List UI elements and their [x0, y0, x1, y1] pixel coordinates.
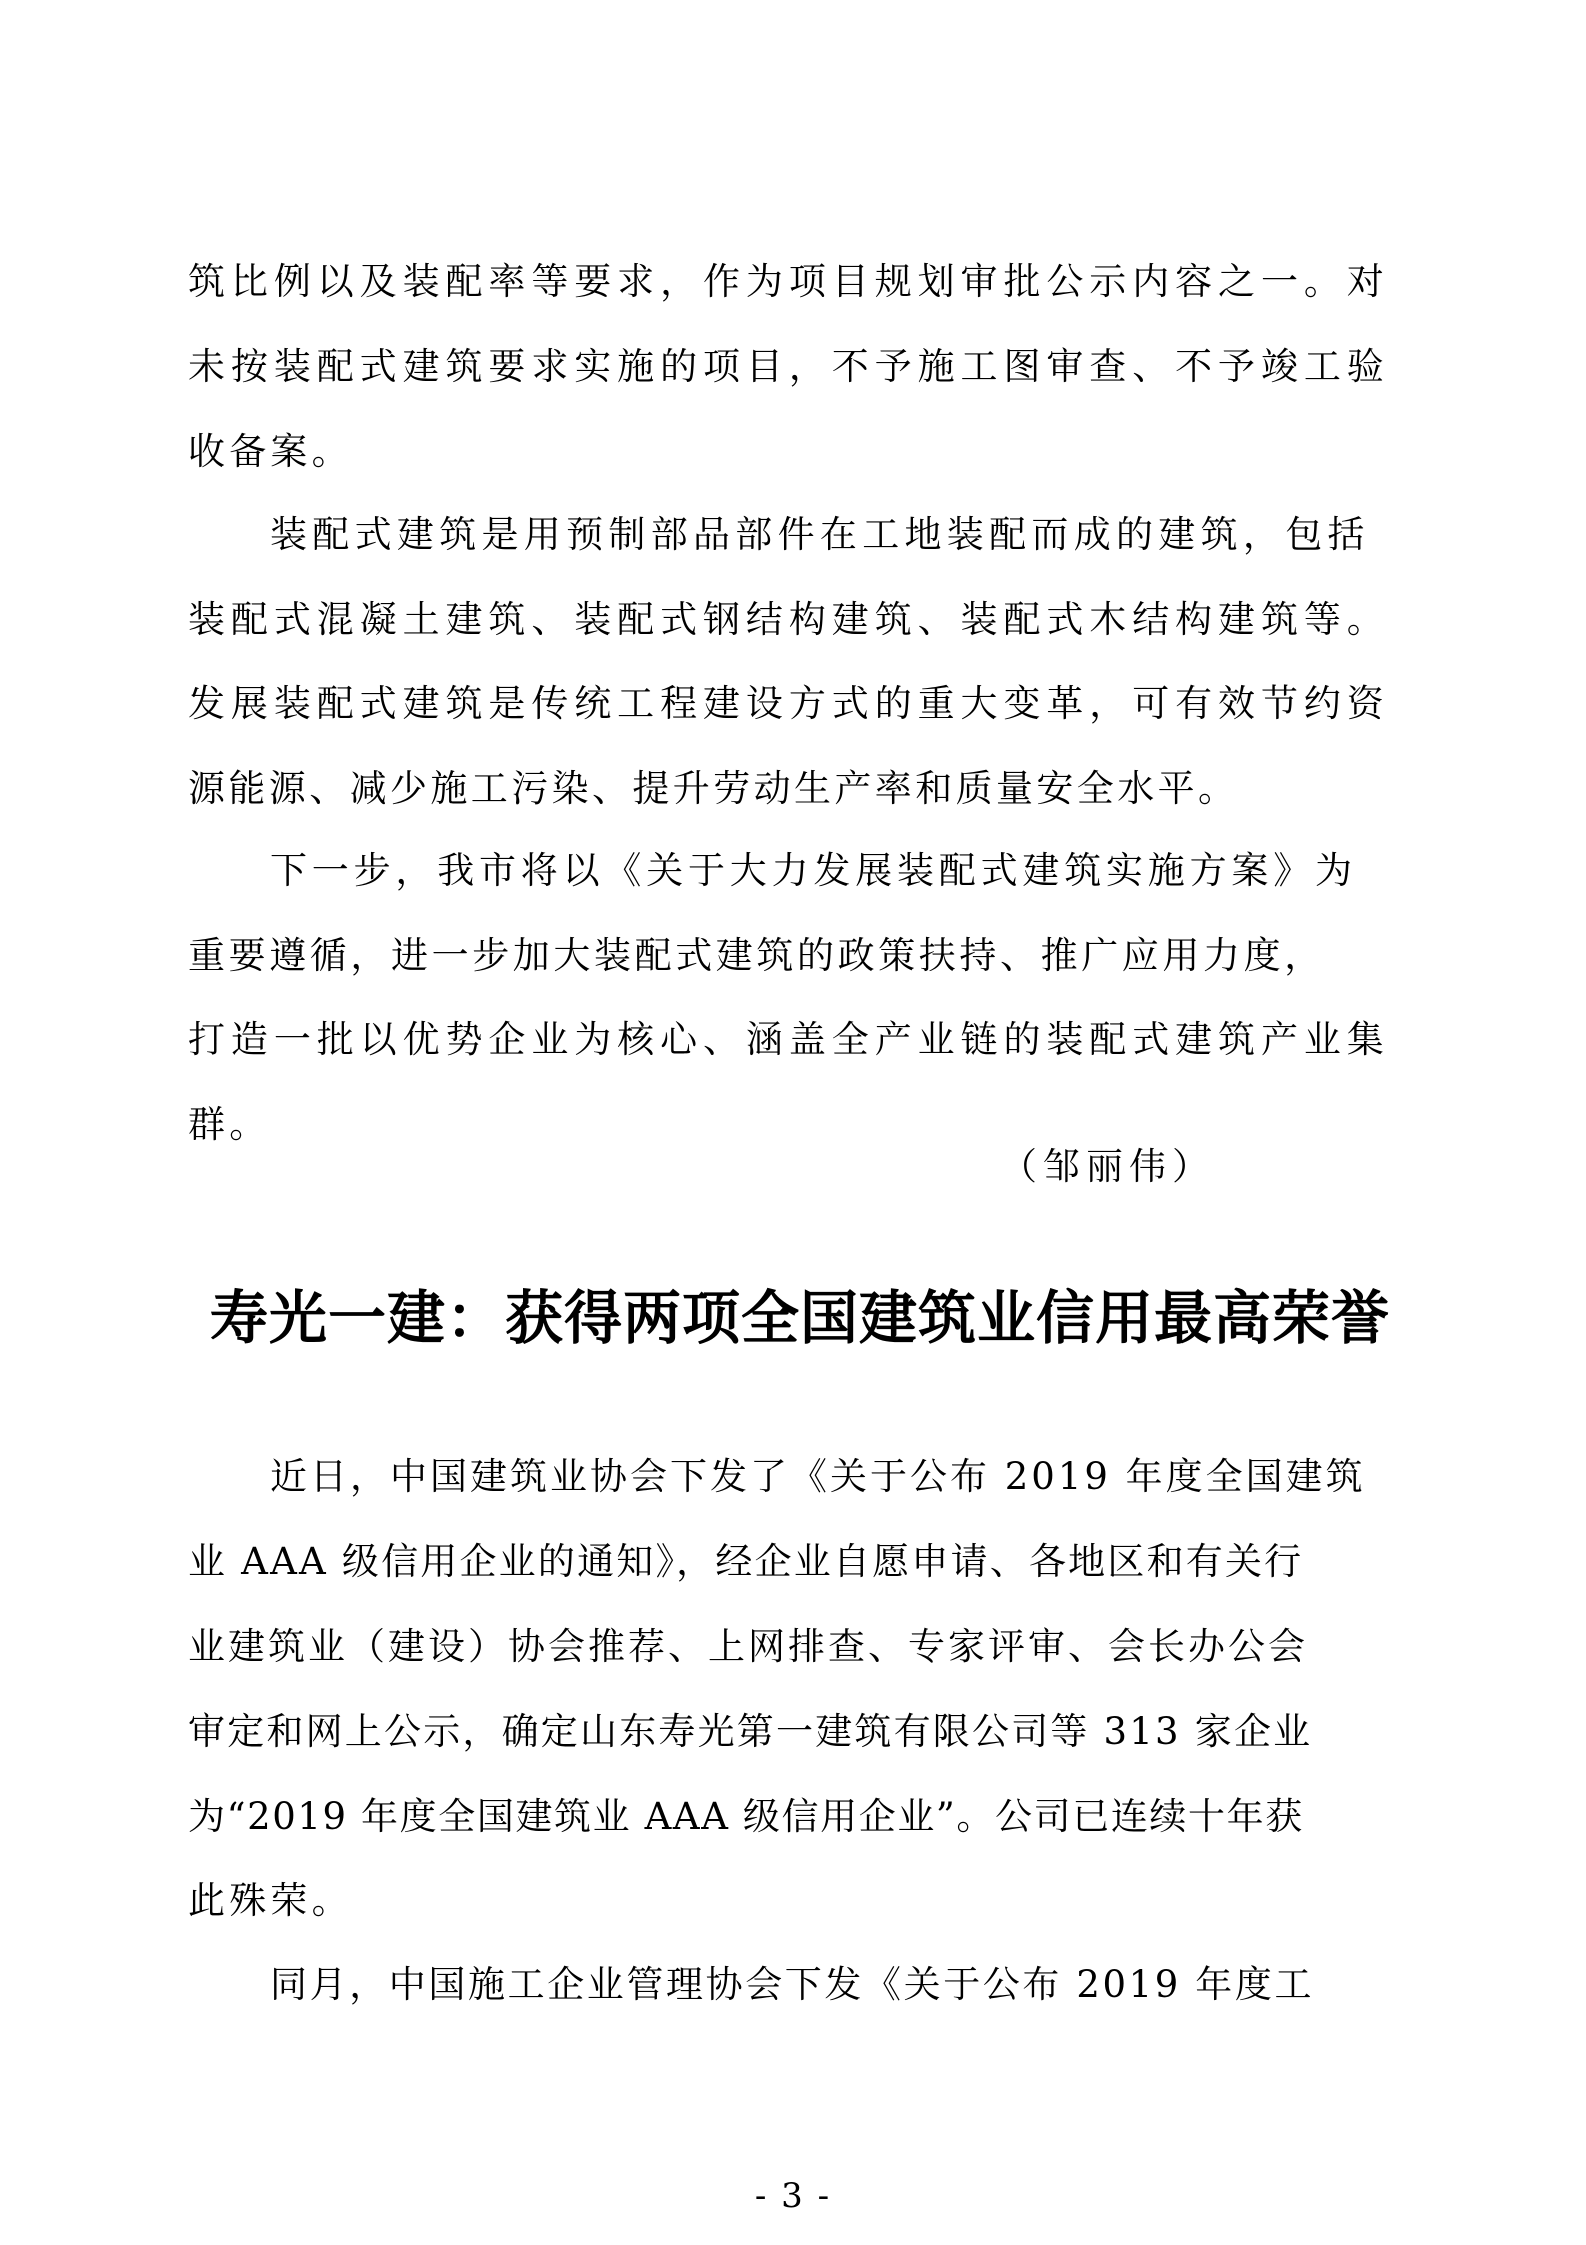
paragraph-line: 重要遵循，进一步加大装配式建筑的政策扶持、推广应用力度，	[188, 934, 1325, 977]
paragraph-line: 审定和网上公示，确定山东寿光第一建筑有限公司等 313 家企业	[188, 1710, 1313, 1753]
paragraph-line: 群。	[188, 1103, 271, 1146]
author-name: （邹丽伟）	[1000, 1145, 1215, 1188]
paragraph-line: 业建筑业（建设）协会推荐、上网排查、专家评审、会长办公会	[188, 1625, 1308, 1668]
paragraph-line: 源能源、减少施工污染、提升劳动生产率和质量安全水平。	[188, 767, 1239, 810]
paragraph-line: 同月，中国施工企业管理协会下发《关于公布 2019 年度工	[270, 1963, 1315, 2006]
paragraph-line: 收备案。	[188, 430, 353, 473]
paragraph-line: 此殊荣。	[188, 1879, 353, 1922]
paragraph-line: 打造一批以优势企业为核心、涵盖全产业链的装配式建筑产业集	[188, 1018, 1388, 1061]
paragraph-line: 为“2019 年度全国建筑业 AAA 级信用企业”。公司已连续十年获	[188, 1795, 1304, 1838]
paragraph-line: 下一步，我市将以《关于大力发展装配式建筑实施方案》为	[270, 849, 1357, 892]
page-number: - 3 -	[754, 2176, 832, 2216]
paragraph-line: 装配式混凝土建筑、装配式钢结构建筑、装配式木结构建筑等。	[188, 598, 1388, 641]
paragraph-line: 装配式建筑是用预制部品部件在工地装配而成的建筑，包括	[270, 513, 1370, 556]
paragraph-line: 业 AAA 级信用企业的通知》，经企业自愿申请、各地区和有关行	[188, 1540, 1304, 1583]
paragraph-line: 筑比例以及装配率等要求，作为项目规划审批公示内容之一。对	[188, 260, 1388, 303]
paragraph-line: 近日，中国建筑业协会下发了《关于公布 2019 年度全国建筑	[270, 1455, 1366, 1498]
paragraph-line: 发展装配式建筑是传统工程建设方式的重大变革，可有效节约资	[188, 682, 1388, 725]
paragraph-line: 未按装配式建筑要求实施的项目，不予施工图审查、不予竣工验	[188, 345, 1388, 388]
article-title: 寿光一建：获得两项全国建筑业信用最高荣誉	[210, 1284, 1391, 1352]
